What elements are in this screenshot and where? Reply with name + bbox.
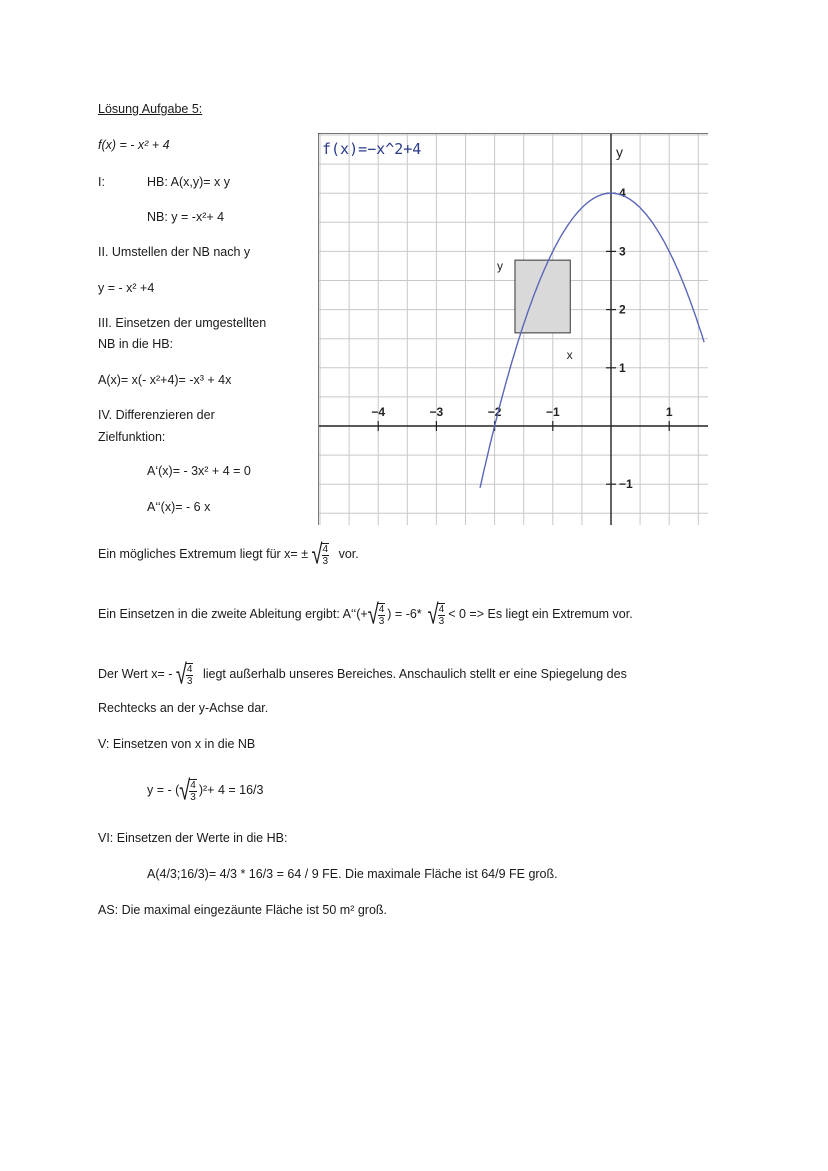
page-title: Lösung Aufgabe 5: <box>98 102 203 116</box>
y-tick-label: 4 <box>619 186 626 201</box>
y-tick-label: 2 <box>619 302 626 317</box>
inscribed-rectangle <box>515 260 570 333</box>
step1-hb: HB: A(x,y)= x y <box>147 175 231 189</box>
step1-label: I: <box>98 175 105 189</box>
step5-formula: y = - ( √ 4 3 )²+ 4 = 16/3 <box>147 775 264 807</box>
sqrt-fraction: √ 4 3 <box>367 599 385 631</box>
step5-heading: V: Einsetzen von x in die NB <box>98 737 256 751</box>
extremum-prefix: Ein mögliches Extremum liegt für x= ± <box>98 547 309 561</box>
extremum-suffix: vor. <box>338 547 359 561</box>
step3-heading-1: III. Einsetzen der umgestellten <box>98 316 267 330</box>
sqrt-fraction: √ 4 3 <box>175 659 193 691</box>
step4-heading-1: IV. Differenzieren der <box>98 408 215 422</box>
y-tick-label: 1 <box>619 360 626 375</box>
step2-formula: y = - x² +4 <box>98 281 155 295</box>
function-graph <box>318 133 708 525</box>
sqrt-fraction: √ 4 3 <box>427 599 445 631</box>
y-tick-label: −1 <box>619 477 633 492</box>
value-line-2: Rechtecks an der y-Achse dar. <box>98 701 269 715</box>
second-derivative-check: Ein Einsetzen in die zweite Ableitung ergibt: A‘‘(+ √ 4 3 ) = -6* √ 4 3 < 0 => Es liegt ein Extremum vor. <box>98 599 633 631</box>
step3-formula: A(x)= x(- x²+4)= -x³ + 4x <box>98 373 232 387</box>
x-tick-label: −4 <box>371 405 386 419</box>
answer-sentence: AS: Die maximal eingezäunte Fläche ist 50 m² groß. <box>98 903 388 917</box>
sqrt-fraction: √ 4 3 <box>179 775 196 807</box>
function-definition: f(x) = - x² + 4 <box>98 138 170 152</box>
sqrt-fraction: √ 4 3 <box>311 539 329 571</box>
step6-formula: A(4/3;16/3)= 4/3 * 16/3 = 64 / 9 FE. Die maximale Fläche ist 64/9 FE groß. <box>147 867 558 881</box>
step6-heading: VI: Einsetzen der Werte in die HB: <box>98 831 288 845</box>
y-axis-label: y <box>616 144 623 160</box>
x-tick-label: −1 <box>545 405 560 419</box>
x-tick-label: −2 <box>487 405 502 419</box>
y-tick-label: 3 <box>619 244 626 259</box>
x-tick-label: −3 <box>429 405 444 419</box>
step2-heading: II. Umstellen der NB nach y <box>98 245 251 259</box>
x-tick-label: 1 <box>665 405 673 419</box>
second-derivative: A‘‘(x)= - 6 x <box>147 500 211 514</box>
extremum-line <box>98 537 359 571</box>
function-graph-svg <box>318 133 708 525</box>
chart-title: f(x)=−x^2+4 <box>322 140 422 158</box>
value-line: Der Wert x= - √ 4 3 liegt außerhalb unseres Bereiches. Anschaulich stellt er eine Spiegelung des <box>98 659 627 691</box>
step1-nb: NB: y = -x²+ 4 <box>147 210 225 224</box>
step4-heading-2: Zielfunktion: <box>98 430 166 444</box>
function-curve <box>480 193 704 488</box>
rectangle-width-label: x <box>566 347 573 362</box>
step3-heading-2: NB in die HB: <box>98 337 174 351</box>
first-derivative: A‘(x)= - 3x² + 4 = 0 <box>147 464 251 478</box>
rectangle-height-label: y <box>496 259 503 274</box>
